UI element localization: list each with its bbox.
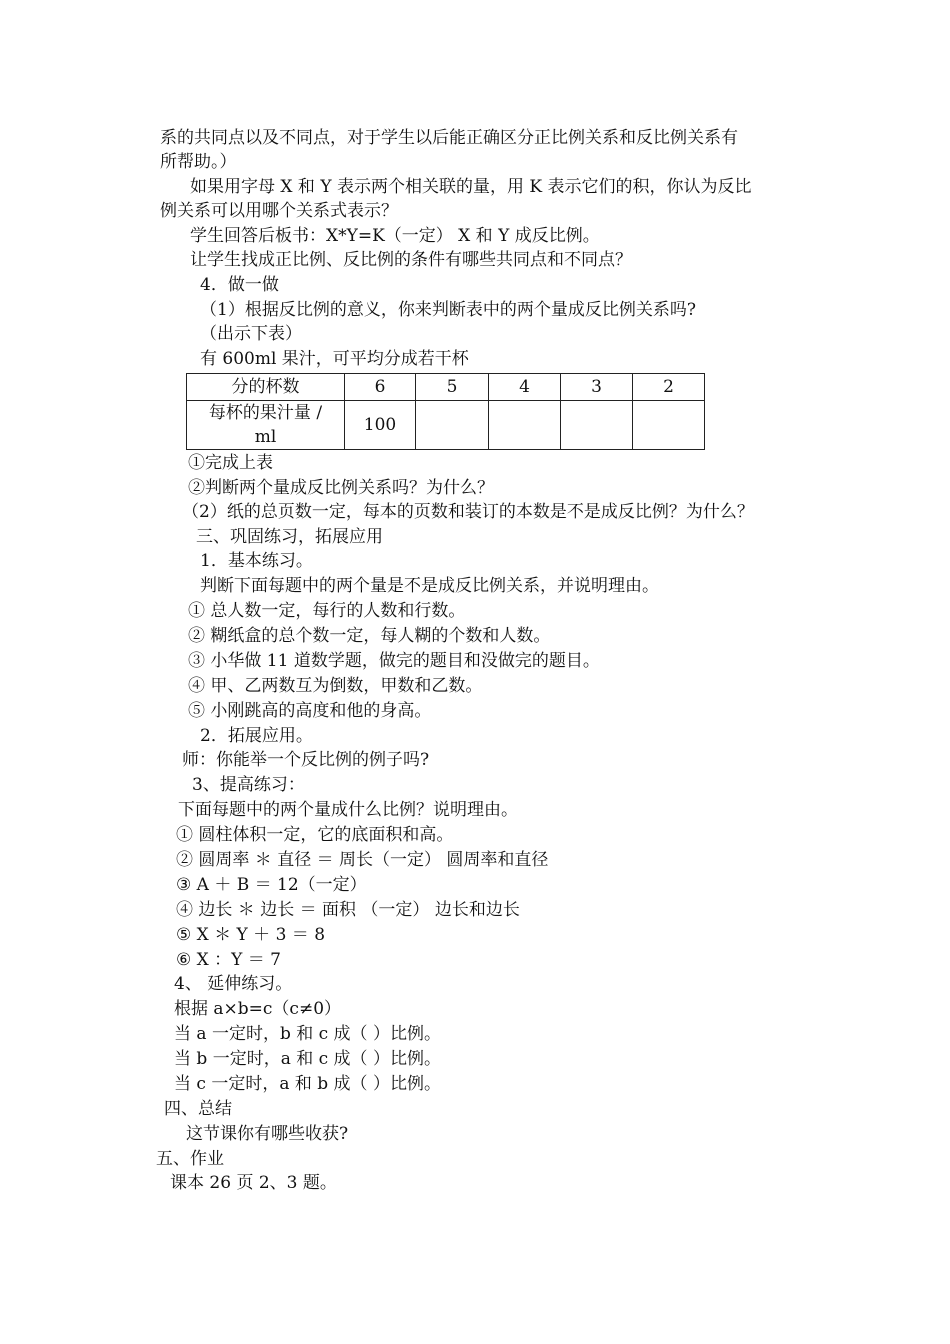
text-line: 例关系可以用哪个关系式表示？ — [160, 201, 398, 221]
text-line: 下面每题中的两个量成什么比例？说明理由。 — [178, 800, 518, 820]
table-header-cell — [187, 401, 345, 450]
table-cell: 5 — [416, 374, 489, 401]
text-line: 所帮助。） — [160, 152, 237, 172]
section-heading: 五、作业 — [156, 1149, 224, 1169]
table-cell — [633, 401, 705, 450]
list-item: ⑤ 小刚跳高的高度和他的身高。 — [188, 701, 432, 721]
table-row — [187, 374, 705, 401]
text-line: 如果用字母 X 和 Y 表示两个相关联的量，用 K 表示它们的积，你认为反比 — [190, 177, 752, 197]
table-caption: 有 600ml 果汁，可平均分成若干杯 — [200, 349, 469, 369]
text-line: （出示下表） — [200, 324, 302, 344]
list-item: ③ 小华做 11 道数学题，做完的题目和没做完的题目。 — [188, 651, 600, 671]
list-item: ② 糊纸盒的总个数一定，每人糊的个数和人数。 — [188, 626, 551, 646]
table-header-cell: 分的杯数 — [187, 374, 345, 401]
table-cell: 4 — [489, 374, 561, 401]
list-item: ① 总人数一定，每行的人数和行数。 — [188, 601, 466, 621]
section-heading: 3、提高练习： — [192, 775, 305, 795]
section-heading: 2．拓展应用。 — [200, 726, 313, 746]
section-heading: 4、 延伸练习。 — [174, 974, 293, 994]
table-cell: 100 — [345, 401, 416, 450]
text-line: 系的共同点以及不同点，对于学生以后能正确区分正比例关系和反比例关系有 — [160, 128, 738, 148]
section-heading: 四、总结 — [164, 1099, 232, 1119]
text-line: 让学生找成正比例、反比例的条件有哪些共同点和不同点？ — [190, 250, 632, 270]
section-heading: 4．做一做 — [200, 275, 279, 295]
text-line: 当 c 一定时，a 和 b 成（ ）比例。 — [174, 1074, 441, 1094]
juice-table — [186, 373, 705, 450]
text-line: （1）根据反比例的意义，你来判断表中的两个量成反比例关系吗? — [200, 300, 696, 320]
text-line: 当 a 一定时，b 和 c 成（ ）比例。 — [174, 1024, 441, 1044]
list-item: ⑥ X ：Y ＝ 7 — [176, 950, 281, 970]
text-line: 师：你能举一个反比例的例子吗? — [182, 750, 430, 770]
table-cell: 6 — [345, 374, 416, 401]
text-line: ①完成上表 — [188, 453, 273, 473]
table-cell — [416, 401, 489, 450]
text-line: 判断下面每题中的两个量是不是成反比例关系，并说明理由。 — [200, 576, 659, 596]
list-item: ③ A ＋ B ＝ 12（一定） — [176, 875, 367, 895]
table-cell — [561, 401, 633, 450]
table-label-line: ml — [254, 427, 277, 447]
table-label-line: 每杯的果汁量 / — [208, 403, 323, 423]
section-heading: 三、巩固练习，拓展应用 — [196, 527, 383, 547]
text-line: 当 b 一定时，a 和 c 成（ ）比例。 — [174, 1049, 441, 1069]
text-line: （2）纸的总页数一定，每本的页数和装订的本数是不是成反比例？为什么？ — [182, 502, 754, 522]
table-cell — [489, 401, 561, 450]
text-line: 课本 26 页 2、3 题。 — [170, 1173, 337, 1193]
table-row — [187, 401, 705, 450]
list-item: ② 圆周率 ＊ 直径 ＝ 周长（一定） 圆周率和直径 — [176, 850, 549, 870]
list-item: ④ 边长 ＊ 边长 ＝ 面积 （一定） 边长和边长 — [176, 900, 520, 920]
text-line: 这节课你有哪些收获? — [186, 1124, 349, 1144]
list-item: ④ 甲、乙两数互为倒数，甲数和乙数。 — [188, 676, 483, 696]
list-item: ⑤ X ＊ Y ＋ 3 ＝ 8 — [176, 925, 326, 945]
table-cell: 3 — [561, 374, 633, 401]
list-item: ① 圆柱体积一定，它的底面积和高。 — [176, 825, 454, 845]
text-line: 根据 a×b=c（c≠0） — [174, 999, 342, 1019]
table-cell: 2 — [633, 374, 705, 401]
text-line: 学生回答后板书：X*Y=K（一定） X 和 Y 成反比例。 — [190, 226, 600, 246]
text-line: ②判断两个量成反比例关系吗？为什么？ — [188, 478, 494, 498]
section-heading: 1．基本练习。 — [200, 551, 313, 571]
